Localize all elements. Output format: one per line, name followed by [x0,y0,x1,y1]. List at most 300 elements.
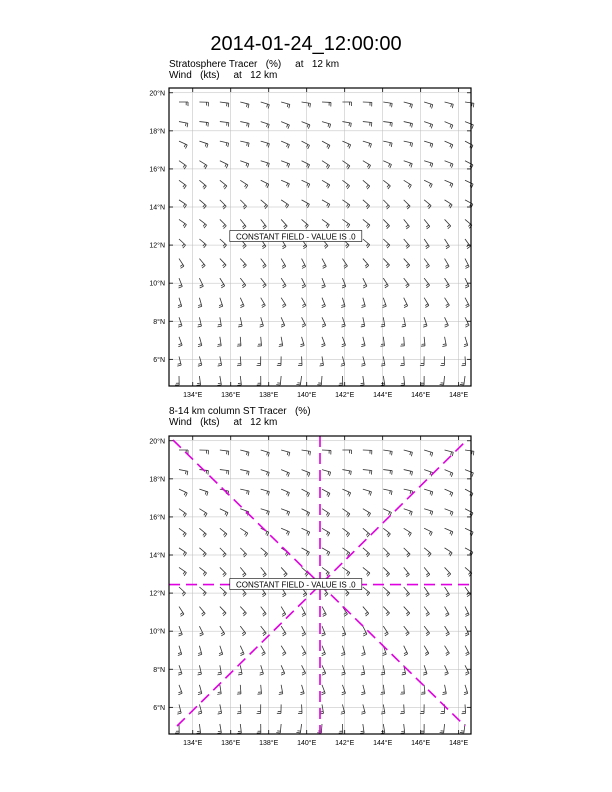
wind-barb [465,665,469,675]
wind-barb [465,122,473,129]
wind-barb [342,141,350,148]
wind-barb [363,509,371,517]
wind-barb [404,161,413,168]
wind-barb [445,470,453,477]
wind-barb [300,685,304,695]
wind-barb [361,704,365,714]
wind-barb [240,141,249,147]
wind-barb [460,724,465,733]
wind-barb [198,298,202,308]
wind-barb [404,259,410,268]
wind-barb [302,607,306,617]
lon-tick-label: 148°E [449,392,469,399]
wind-barb [404,528,412,536]
wind-barb [383,122,392,127]
wind-barb [465,141,473,149]
wind-barb [383,450,392,455]
wind-barb [220,470,229,475]
wind-barb [240,607,246,616]
wind-barb [445,298,450,308]
wind-barb [261,180,269,188]
wind-barb [383,200,389,209]
wind-barb [322,665,326,675]
wind-barb [302,489,310,497]
wind-barb [322,509,330,517]
wind-barb [404,102,413,108]
wind-barb [281,102,290,108]
wind-barb [198,685,202,695]
wind-barb [179,239,186,248]
wind-barb [322,200,330,208]
lat-tick-label: 10°N [149,280,165,288]
wind-barb [199,200,206,209]
wind-barb [220,161,228,169]
wind-barb [261,470,270,477]
wind-barb [363,567,370,576]
wind-barb [363,122,372,127]
panel1-subtitle-wind: Wind (kts) at 12 km [169,70,278,81]
wind-barb [361,298,365,308]
wind-barb [400,685,404,694]
wind-barb [240,259,246,268]
wind-barb [220,450,229,455]
wind-barb [179,161,186,169]
wind-barb [302,317,306,327]
lat-tick-label: 6°N [153,356,165,364]
wind-barb [421,337,425,346]
wind-barb [465,180,473,188]
wind-barb [404,122,413,128]
wind-barb [281,259,286,269]
wind-barb [424,219,430,229]
wind-barb [178,646,182,656]
lon-tick-label: 144°E [373,740,393,747]
wind-barb [383,548,389,557]
wind-barb [442,337,446,347]
wind-barb [363,450,372,454]
wind-barb [421,685,425,694]
wind-barb [361,317,365,327]
wind-barb [445,102,454,108]
wind-barb [465,259,469,269]
wind-barb [342,102,351,106]
wind-barb [424,509,433,516]
wind-barb [465,646,469,656]
wind-barb [261,200,268,209]
wind-barb [179,102,188,106]
wind-barb [220,102,229,107]
wind-barb [237,356,241,365]
wind-barb [281,489,289,496]
wind-barb [424,587,429,597]
wind-barb [383,567,389,576]
wind-barb [465,200,473,208]
wind-barb [240,470,249,476]
panel2-subtitle-wind: Wind (kts) at 12 km [169,417,278,428]
wind-barb [240,450,249,456]
wind-barb [322,607,326,617]
wind-barb [198,665,202,675]
wind-barb [445,161,453,168]
wind-barb [257,337,261,346]
wind-barb [300,337,304,347]
wind-barb [281,665,285,675]
wind-barb [460,376,465,385]
wind-barb [445,317,449,327]
wind-barb [361,685,365,695]
wind-barb [383,470,392,475]
wind-barb [199,548,206,557]
wind-barb [260,317,264,327]
wind-barb [298,356,302,365]
lat-tick-label: 10°N [149,628,165,636]
wind-barb [462,356,466,365]
wind-barb [281,298,286,308]
wind-barb [198,317,202,327]
wind-barb [322,646,326,656]
wind-barb [257,704,261,713]
wind-barb [404,141,413,147]
wind-barb [424,141,433,147]
wind-barb [462,704,466,713]
wind-barb [465,102,474,107]
wind-barb [341,356,345,366]
wind-barb [445,219,451,228]
wind-barb [383,102,392,107]
wind-barb [342,509,349,517]
lon-tick-label: 134°E [183,740,203,747]
wind-barb [302,646,306,656]
wind-barb [322,298,326,308]
wind-barb [296,376,301,385]
wind-barb [445,450,454,456]
wind-barb [302,470,310,477]
wind-barb [360,724,364,733]
wind-barb [237,724,241,733]
wind-barb [179,219,186,227]
wind-barb [342,219,349,227]
wind-barb [261,450,270,457]
wind-barb [465,450,474,455]
wind-barb [424,607,429,617]
wind-barb [440,724,445,733]
wind-barb [424,102,433,109]
lat-tick-label: 18°N [149,476,165,484]
wind-barb [423,317,427,327]
lon-tick-label: 142°E [335,740,355,747]
wind-barb [363,259,369,268]
wind-barb [322,450,331,454]
wind-barb [302,450,311,455]
wind-barb [261,567,267,577]
wind-barb [465,607,469,617]
wind-barb [198,646,202,656]
wind-barb [240,298,244,308]
wind-barb [342,567,349,575]
wind-barb [240,161,248,168]
wind-barb [302,161,310,169]
wind-barb [465,239,470,249]
lat-tick-label: 8°N [153,666,165,674]
wind-barb [302,298,306,308]
wind-barb [383,587,390,596]
lat-tick-label: 20°N [149,90,165,98]
wind-barb [198,704,202,714]
wind-barb [199,509,207,517]
wind-barb [257,376,261,385]
wind-barb [363,200,370,209]
wind-barb [445,141,453,148]
wind-barb [179,509,186,517]
wind-barb [383,607,389,616]
wind-barb [179,607,184,617]
wind-barb [465,489,473,497]
wind-barb [440,356,444,365]
wind-barb [302,180,310,187]
wind-barb [440,376,445,385]
wind-barb [401,376,405,385]
wind-barb [302,141,310,149]
wind-barb [220,200,226,209]
wind-barb [261,607,266,617]
wind-barb [363,548,370,557]
wind-barb [400,337,404,346]
wind-barb [363,528,370,537]
wind-barb [240,219,246,229]
wind-barb [445,587,450,597]
lat-tick-label: 14°N [149,204,165,212]
wind-barb [199,141,208,148]
wind-barb [178,665,182,675]
wind-barb [302,509,310,517]
wind-barb [261,122,270,129]
wind-barb [179,489,187,496]
wind-barb [220,122,229,127]
wind-barb [281,646,286,656]
wind-barb [260,665,264,675]
wind-barb [342,161,349,169]
wind-barb [465,548,473,556]
lat-tick-label: 18°N [149,128,165,136]
wind-barb [179,528,186,537]
wind-barb [198,337,202,347]
wind-barb [199,607,205,617]
lon-tick-label: 138°E [259,392,279,399]
wind-barb [179,470,188,476]
wind-barb [383,528,390,537]
wind-barb [342,489,350,496]
wind-barb [237,337,241,346]
wind-barb [321,685,325,695]
wind-barb [217,724,221,734]
wind-barb [445,567,451,576]
wind-barb [199,567,206,576]
lat-tick-label: 12°N [149,590,165,598]
wind-barb [322,141,330,149]
wind-barb [322,259,326,269]
lon-tick-label: 140°E [297,740,317,747]
wind-barb [424,489,433,495]
wind-barb [261,489,270,495]
wind-barb [220,509,228,517]
wind-barb [464,337,468,347]
lon-tick-label: 144°E [373,392,393,399]
wind-barb [342,450,351,454]
wind-barb [445,489,453,496]
wind-barb [320,356,324,366]
wind-barb [281,607,286,617]
wind-barb [240,548,246,557]
wind-barb [400,356,404,365]
wind-barb [321,337,325,347]
wind-barb [302,200,310,208]
wind-barb [302,528,310,535]
wind-barb [281,122,289,129]
wind-barb [322,567,329,576]
wind-barb [363,239,370,248]
wind-barb [383,141,392,147]
panel-1 [149,88,474,399]
wind-barb [424,567,430,577]
wind-barb [302,102,311,107]
panel2-subtitle-field: 8-14 km column ST Tracer (%) [169,406,311,417]
wind-barb [240,646,244,656]
wind-barb [178,685,182,695]
wind-barb [339,724,343,733]
wind-barb [342,470,351,476]
wind-barb [423,665,427,675]
wind-barb [322,102,331,106]
wind-barb [404,239,410,248]
wind-barb [298,704,302,713]
wind-barb [424,239,429,249]
wind-barb [404,548,410,557]
wind-barb [342,122,351,128]
wind-barb [442,685,446,695]
wind-barb [382,298,386,308]
wind-barb [383,180,390,189]
wind-barb [341,704,345,714]
wind-barb [217,665,221,675]
wind-barb [404,298,408,308]
wind-barb [220,528,227,537]
wind-barb [220,567,226,576]
wind-barb [179,180,186,189]
wind-barb [281,567,287,576]
wind-barb [199,528,206,537]
wind-barb [219,298,223,308]
wind-barb [424,646,429,656]
lon-tick-label: 140°E [297,392,317,399]
wind-barb [383,259,389,268]
wind-barb [363,180,370,189]
wind-barb [178,317,182,327]
wind-barb [361,356,365,366]
wind-barb [424,200,431,209]
lon-tick-label: 148°E [449,740,469,747]
wind-barb [400,704,404,713]
wind-barb [424,161,433,168]
wind-barb [342,180,349,189]
plot-title: 2014-01-24_12:00:00 [210,33,402,55]
wind-barb [261,509,270,516]
wind-barb [198,356,202,366]
wind-barb [404,200,410,209]
wind-barb [240,528,248,536]
wind-barb [363,489,372,496]
wind-barb [361,646,365,656]
wind-barb [281,470,289,477]
wind-barb [178,298,182,308]
wind-barb [220,219,226,228]
wind-barb [322,489,330,497]
wind-barb [424,450,433,457]
wind-barb [218,704,222,714]
wind-barb [257,356,261,365]
wind-barb [404,219,410,229]
wind-barb [179,259,184,269]
wind-barb [302,219,309,228]
wind-barb [276,724,281,733]
wind-barb [465,470,473,477]
wind-barb [199,450,208,454]
panel1-subtitle-field: Stratosphere Tracer (%) at 12 km [169,59,340,70]
wind-barb [445,259,450,269]
wind-barb [281,141,289,148]
wind-barb [281,509,289,516]
wind-barb [179,122,188,128]
lat-tick-label: 12°N [149,242,165,250]
wind-barb [199,587,206,596]
wind-barb [179,567,186,575]
wind-barb [261,259,266,269]
wind-barb [404,509,413,516]
wind-barb [240,122,249,128]
wind-barb [175,376,179,385]
wind-barb [445,646,450,656]
wind-barb [404,607,410,616]
constant-field-label: CONSTANT FIELD - VALUE IS .0 [236,580,356,590]
wind-barb [281,180,289,187]
wind-barb [238,665,242,675]
wind-barb [363,102,372,106]
wind-barb [220,548,226,557]
wind-barb [322,122,331,128]
lat-tick-label: 14°N [149,552,165,560]
wind-barb [363,607,369,616]
wind-barb [240,102,249,108]
lat-tick-label: 8°N [153,318,165,326]
lon-tick-label: 138°E [259,740,279,747]
wind-barb [361,337,365,347]
wind-barb [177,356,181,366]
wind-barb [404,180,412,188]
wind-barb [276,376,281,385]
wind-barb [179,141,187,148]
lon-tick-label: 134°E [183,392,203,399]
wind-barb [322,470,331,476]
wind-barb [296,724,301,733]
wind-barb [360,376,364,385]
wind-barb [322,219,329,228]
wind-barb [199,180,206,189]
wind-barb [465,528,473,536]
wind-barb [363,141,372,148]
wind-barb [281,528,289,535]
lat-tick-label: 16°N [149,514,165,522]
wind-barb [445,122,453,129]
wind-barb [424,548,431,557]
